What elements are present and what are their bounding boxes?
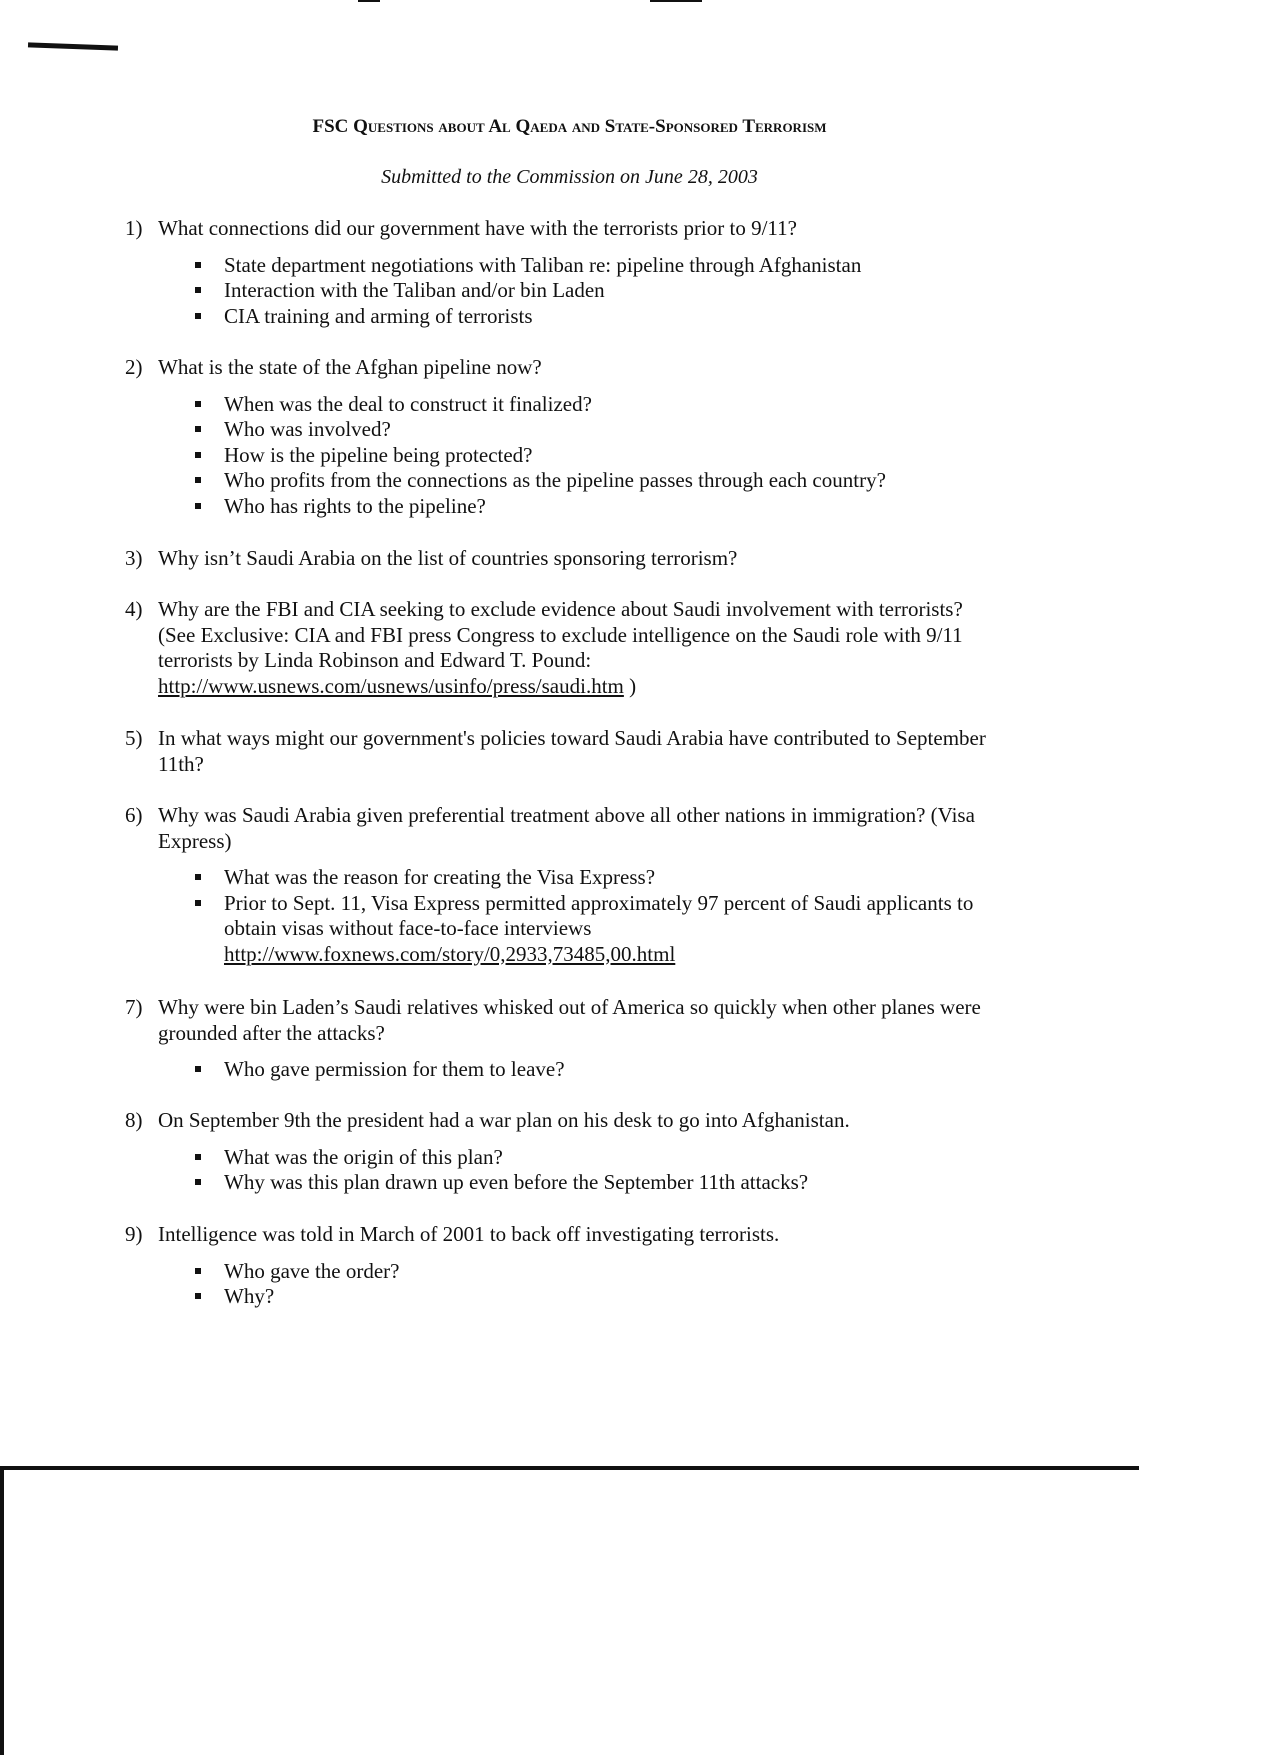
question-bullets xyxy=(191,1057,1005,1083)
bullet-item: How is the pipeline being protected? xyxy=(191,443,1005,469)
source-link[interactable]: http://www.foxnews.com/story/0,2933,73485,00.html xyxy=(224,941,676,966)
question-number: 3) xyxy=(125,546,143,570)
question-number: 9) xyxy=(125,1222,143,1246)
question-bullets xyxy=(191,253,1005,330)
question-text: Why isn’t Saudi Arabia on the list of countries sponsoring terrorism? xyxy=(158,546,738,570)
question-9 xyxy=(125,1222,1005,1310)
document-subtitle: Submitted to the Commission on June 28, 2003 xyxy=(381,166,758,188)
bullet-item: What was the origin of this plan? xyxy=(191,1145,1005,1171)
question-text: Intelligence was told in March of 2001 to back off investigating terrorists. xyxy=(158,1222,780,1246)
question-number: 7) xyxy=(125,995,143,1019)
bullet-item: Who was involved? xyxy=(191,417,1005,443)
bullet-item: Who gave permission for them to leave? xyxy=(191,1057,1005,1083)
bullet-item xyxy=(191,891,1005,968)
question-3 xyxy=(125,546,1005,572)
question-number: 4) xyxy=(125,597,143,621)
question-7 xyxy=(125,995,1005,1083)
question-6 xyxy=(125,803,1005,967)
bullet-item: Who profits from the connections as the pipeline passes through each country? xyxy=(191,468,1005,494)
bullet-item: Interaction with the Taliban and/or bin Laden xyxy=(191,278,1005,304)
bullet-item: Why? xyxy=(191,1284,1005,1310)
question-text-wrap xyxy=(158,597,1005,699)
bullet-text: Prior to Sept. 11, Visa Express permitted approximately 97 percent of Saudi applicants to obtain visas without face-to-face interviews xyxy=(224,890,974,940)
question-4 xyxy=(125,597,1005,699)
question-5 xyxy=(125,726,1005,777)
document-title: FSC Questions about Al Qaeda and State-Sponsored Terrorism xyxy=(312,116,827,137)
bullet-item: When was the deal to construct it finalized? xyxy=(191,392,1005,418)
question-2 xyxy=(125,355,1005,519)
question-number: 6) xyxy=(125,803,143,827)
bullet-item: Why was this plan drawn up even before the September 11th attacks? xyxy=(191,1170,1005,1196)
question-bullets xyxy=(191,1145,1005,1196)
question-number: 2) xyxy=(125,355,143,379)
scan-border-bottom xyxy=(0,1466,1139,1470)
question-bullets xyxy=(191,1259,1005,1310)
question-1 xyxy=(125,216,1005,329)
question-text: Why were bin Laden’s Saudi relatives whisked out of America so quickly when other planes were grounded after the attacks? xyxy=(158,995,981,1045)
question-bullets xyxy=(191,392,1005,520)
scan-mark-top-1 xyxy=(358,0,380,2)
question-text: What is the state of the Afghan pipeline now? xyxy=(158,355,542,379)
question-number: 1) xyxy=(125,216,143,240)
source-link[interactable]: http://www.usnews.com/usnews/usinfo/press/saudi.htm xyxy=(158,673,624,698)
question-text: On September 9th the president had a war plan on his desk to go into Afghanistan. xyxy=(158,1108,850,1132)
closing-paren: ) xyxy=(623,673,637,698)
question-number: 8) xyxy=(125,1108,143,1132)
bullet-item: What was the reason for creating the Visa Express? xyxy=(191,865,1005,891)
scan-mark-top-2 xyxy=(650,0,702,2)
bullet-item: CIA training and arming of terrorists xyxy=(191,304,1005,330)
scan-mark-top-left xyxy=(28,42,118,50)
bullet-item: Who has rights to the pipeline? xyxy=(191,494,1005,520)
question-text: Why was Saudi Arabia given preferential treatment above all other nations in immigration? (Visa Express) xyxy=(158,803,975,853)
scan-border-left xyxy=(0,1466,4,1755)
question-text: In what ways might our government's policies toward Saudi Arabia have contributed to September 11th? xyxy=(158,726,986,776)
question-number: 5) xyxy=(125,726,143,750)
question-text: What connections did our government have with the terrorists prior to 9/11? xyxy=(158,216,797,240)
question-bullets xyxy=(191,865,1005,967)
question-text: Why are the FBI and CIA seeking to exclude evidence about Saudi involvement with terrorists? (See Exclusive: CIA and FBI press Congress to exclude intelligence on the Saudi role with 9/11 terrorists by Linda Robinson and Edward T. Pound: xyxy=(158,597,963,672)
bullet-item: State department negotiations with Taliban re: pipeline through Afghanistan xyxy=(191,253,1005,279)
question-8 xyxy=(125,1108,1005,1196)
bullet-item: Who gave the order? xyxy=(191,1259,1005,1285)
